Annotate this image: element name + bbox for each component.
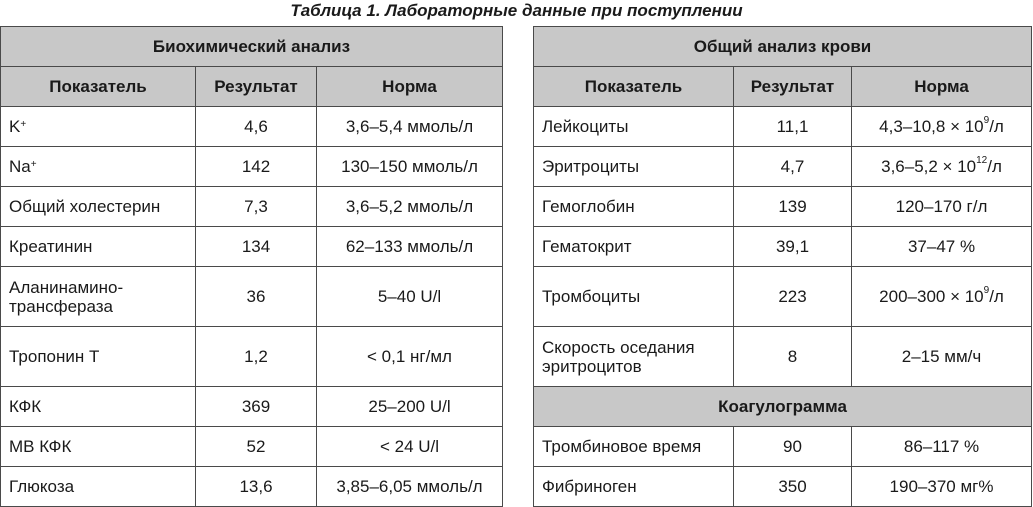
- table-row: [1, 187, 503, 227]
- row-result: 142: [196, 147, 317, 187]
- row-norm: $4,3-10,8 \times 10^9/л$: [852, 107, 1032, 147]
- row-norm: 5–40 U/l: [317, 267, 503, 327]
- header-norm: Норма: [317, 67, 503, 107]
- table-row: [534, 427, 1032, 467]
- row-name: Общий холестерин: [1, 187, 196, 227]
- table-row: [534, 107, 1032, 147]
- row-result: 139: [734, 187, 852, 227]
- row-name: Na+: [1, 147, 196, 187]
- blood-count-title: Общий анализ крови: [534, 27, 1032, 67]
- table-row: [534, 147, 1032, 187]
- row-norm: 190–370 мг%: [852, 467, 1032, 507]
- row-name: КФК: [1, 387, 196, 427]
- header-result: Результат: [734, 67, 852, 107]
- row-norm: 3,6–5,4 ммоль/л: [317, 107, 503, 147]
- row-name: Креатинин: [1, 227, 196, 267]
- row-result: 369: [196, 387, 317, 427]
- table-row: [1, 427, 503, 467]
- row-name-line1: Скорость оседания: [542, 337, 695, 357]
- table-row: [534, 467, 1032, 507]
- row-name: [1, 267, 196, 327]
- row-name: Тромбоциты: [534, 267, 734, 327]
- row-name: MB КФК: [1, 427, 196, 467]
- biochemistry-title: Биохимический анализ: [1, 27, 503, 67]
- row-norm: 2–15 мм/ч: [852, 327, 1032, 387]
- row-name-line2: эритроцитов: [542, 356, 642, 376]
- table-row: [1, 327, 503, 387]
- row-result: 7,3: [196, 187, 317, 227]
- table-row: [1, 227, 503, 267]
- row-norm: 25–200 U/l: [317, 387, 503, 427]
- table-row: [1, 107, 503, 147]
- row-result: 4,7: [734, 147, 852, 187]
- biochemistry-table: [0, 26, 503, 507]
- header-result: Результат: [196, 67, 317, 107]
- row-result: 36: [196, 267, 317, 327]
- row-name: Лейкоциты: [534, 107, 734, 147]
- row-norm: < 0,1 нг/мл: [317, 327, 503, 387]
- header-indicator: Показатель: [534, 67, 734, 107]
- table-row: [534, 227, 1032, 267]
- row-norm: 130–150 ммоль/л: [317, 147, 503, 187]
- row-norm: 37–47 %: [852, 227, 1032, 267]
- row-result: 4,6: [196, 107, 317, 147]
- header-norm: Норма: [852, 67, 1032, 107]
- row-name: Гематокрит: [534, 227, 734, 267]
- row-result: 223: [734, 267, 852, 327]
- row-norm: 120–170 г/л: [852, 187, 1032, 227]
- row-norm: 3,85–6,05 ммоль/л: [317, 467, 503, 507]
- row-name: Тропонин Т: [1, 327, 196, 387]
- row-norm: 86–117 %: [852, 427, 1032, 467]
- table-row: [1, 387, 503, 427]
- row-norm: < 24 U/l: [317, 427, 503, 467]
- table-row: [1, 267, 503, 327]
- row-result: 90: [734, 427, 852, 467]
- row-result: 13,6: [196, 467, 317, 507]
- header-indicator: Показатель: [1, 67, 196, 107]
- table-row: [534, 187, 1032, 227]
- table-row: [534, 267, 1032, 327]
- row-result: 52: [196, 427, 317, 467]
- row-name: Гемоглобин: [534, 187, 734, 227]
- row-name: [534, 327, 734, 387]
- row-name: Эритроциты: [534, 147, 734, 187]
- row-result: 8: [734, 327, 852, 387]
- row-norm: $3,6-5,2 \times 10^{12}/л$: [852, 147, 1032, 187]
- blood-count-table: [533, 26, 1032, 507]
- row-name: Глюкоза: [1, 467, 196, 507]
- row-norm: $200-300 \times 10^9/л$: [852, 267, 1032, 327]
- row-result: 350: [734, 467, 852, 507]
- row-norm: 62–133 ммоль/л: [317, 227, 503, 267]
- table-row: [1, 467, 503, 507]
- row-name-line2: трансфераза: [9, 296, 113, 316]
- table-row: [1, 147, 503, 187]
- table-caption: Таблица 1. Лабораторные данные при поступлении: [290, 1, 743, 20]
- coagulogram-title: Коагулограмма: [534, 387, 1032, 427]
- row-name: Фибриноген: [534, 467, 734, 507]
- row-result: 134: [196, 227, 317, 267]
- row-norm: 3,6–5,2 ммоль/л: [317, 187, 503, 227]
- table-row: [534, 327, 1032, 387]
- row-result: 39,1: [734, 227, 852, 267]
- row-name: Тромбиновое время: [534, 427, 734, 467]
- row-result: 11,1: [734, 107, 852, 147]
- row-name: K+: [1, 107, 196, 147]
- row-name-line1: Аланинамино-: [9, 277, 124, 297]
- row-result: 1,2: [196, 327, 317, 387]
